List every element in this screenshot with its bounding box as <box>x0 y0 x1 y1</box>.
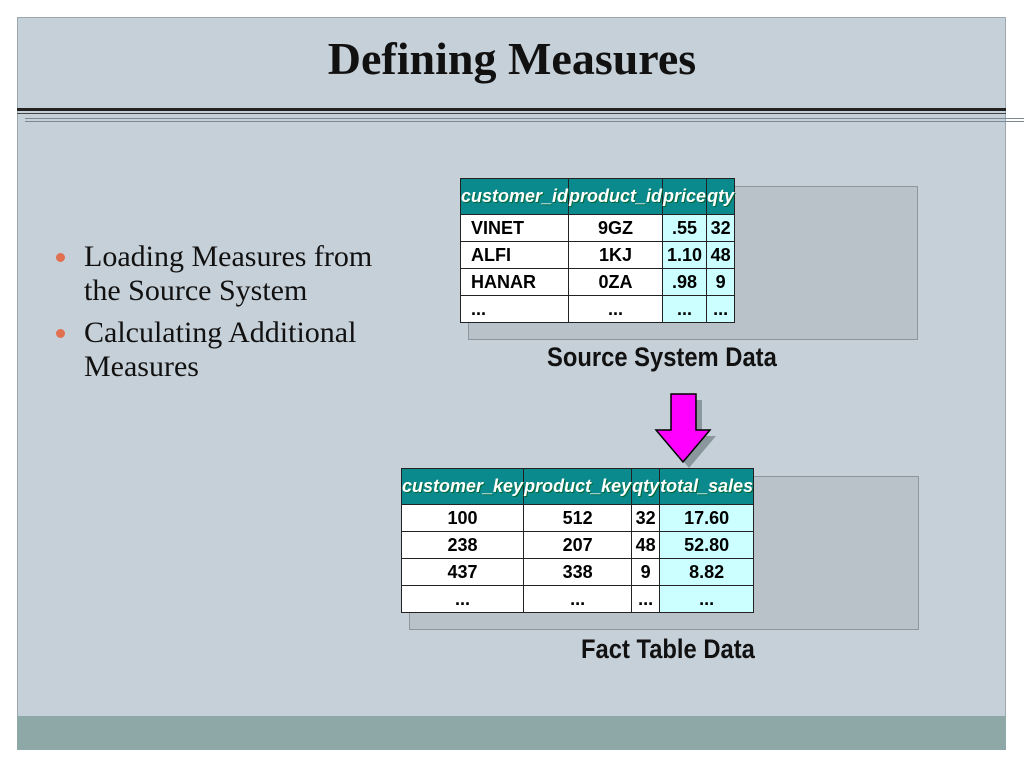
bullet-item <box>56 240 396 308</box>
slide-title: Defining Measures <box>327 33 697 84</box>
table-cell: 48 <box>632 532 660 559</box>
table-cell: ... <box>569 296 663 323</box>
table-cell: 1.10 <box>663 242 707 269</box>
table-cell: ... <box>632 586 660 613</box>
table-header-row <box>402 469 754 505</box>
table-row <box>402 586 754 613</box>
table-cell: 207 <box>524 532 632 559</box>
table-cell: HANAR <box>461 269 569 296</box>
column-header: product_id <box>569 179 663 215</box>
table-row <box>402 559 754 586</box>
table-cell: 32 <box>707 215 735 242</box>
table-cell: ... <box>663 296 707 323</box>
bullet-list <box>56 240 396 392</box>
fact-table <box>401 468 754 613</box>
table-row <box>461 296 735 323</box>
source-table-caption: Source System Data <box>547 342 777 372</box>
bullet-item <box>56 316 396 384</box>
table-row <box>402 505 754 532</box>
table-cell: 48 <box>707 242 735 269</box>
table-cell: 9GZ <box>569 215 663 242</box>
bullet-dot-icon <box>56 329 65 338</box>
table-cell: ... <box>707 296 735 323</box>
down-arrow-icon <box>654 392 718 468</box>
title-divider-light <box>25 118 1024 119</box>
table-row <box>461 269 735 296</box>
table-cell: 9 <box>707 269 735 296</box>
table-cell: 338 <box>524 559 632 586</box>
table-cell: 1KJ <box>569 242 663 269</box>
table-row <box>461 242 735 269</box>
column-header: customer_key <box>402 469 524 505</box>
title-divider-light-2 <box>25 121 1024 122</box>
table-cell: 9 <box>632 559 660 586</box>
title-divider <box>17 108 1006 111</box>
bullet-dot-icon <box>56 253 65 262</box>
column-header: product_key <box>524 469 632 505</box>
bullet-text: Loading Measures from the Source System <box>84 240 373 307</box>
table-cell: ... <box>524 586 632 613</box>
footer-band <box>17 716 1006 750</box>
title-divider-thin <box>17 113 1006 114</box>
table-cell: ... <box>461 296 569 323</box>
table-cell: 512 <box>524 505 632 532</box>
table-cell: 437 <box>402 559 524 586</box>
fact-table-caption: Fact Table Data <box>581 634 755 664</box>
column-header: customer_id <box>461 179 569 215</box>
table-header-row <box>461 179 735 215</box>
table-cell: 0ZA <box>569 269 663 296</box>
table-cell: 17.60 <box>660 505 754 532</box>
table-cell: VINET <box>461 215 569 242</box>
column-header: qty <box>707 179 735 215</box>
table-cell: 100 <box>402 505 524 532</box>
column-header: qty <box>632 469 660 505</box>
bullet-text: Calculating Additional Measures <box>84 316 357 383</box>
table-cell: 52.80 <box>660 532 754 559</box>
table-cell: 238 <box>402 532 524 559</box>
table-cell: 8.82 <box>660 559 754 586</box>
column-header: price <box>663 179 707 215</box>
column-header: total_sales <box>660 469 754 505</box>
table-cell: .98 <box>663 269 707 296</box>
table-cell: ALFI <box>461 242 569 269</box>
table-cell: ... <box>660 586 754 613</box>
table-row <box>402 532 754 559</box>
table-cell: ... <box>402 586 524 613</box>
table-row <box>461 215 735 242</box>
table-cell: 32 <box>632 505 660 532</box>
source-table <box>460 178 735 323</box>
table-cell: .55 <box>663 215 707 242</box>
